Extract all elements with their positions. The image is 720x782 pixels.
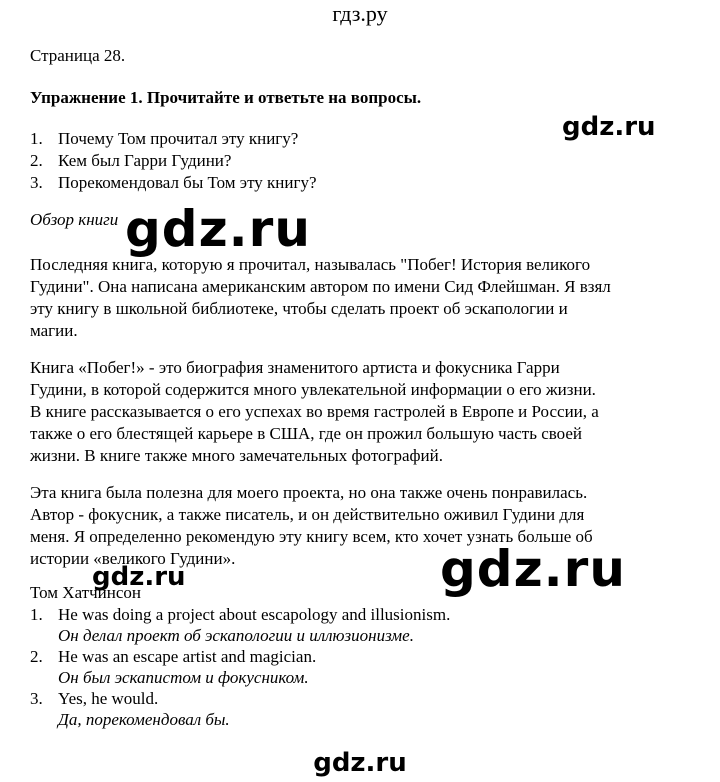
answer-item xyxy=(30,604,450,625)
answer-item xyxy=(30,688,450,709)
question-text: Кем был Гарри Гудини? xyxy=(58,151,232,170)
question-item xyxy=(30,172,317,194)
text-line: Гудини". Она написана американским автором по имени Сид Флейшман. Я взял xyxy=(30,277,611,296)
answer-translation-row xyxy=(30,709,450,730)
text-line: также о его блестящей карьере в США, где он прожил большую часть своей xyxy=(30,424,583,443)
question-text: Порекомендовал бы Том эту книгу? xyxy=(58,173,317,192)
watermark: gdz.ru xyxy=(313,748,407,778)
text-line: магии. xyxy=(30,321,78,340)
question-text: Почему Том прочитал эту книгу? xyxy=(58,129,299,148)
text-line: Последняя книга, которую я прочитал, называлась "Побег! История великого xyxy=(30,255,591,274)
answer-item xyxy=(30,646,450,667)
review-paragraph-2 xyxy=(30,357,650,467)
page-label: Страница 28. xyxy=(30,46,126,65)
answer-russian: Он делал проект об эскапологии и иллюзионизме. xyxy=(58,626,414,645)
answer-english: He was an escape artist and magician. xyxy=(58,647,317,666)
answer-translation-row xyxy=(30,625,450,646)
text-line: жизни. В книге также много замечательных фотографий. xyxy=(30,446,444,465)
answer-english: He was doing a project about escapology and illusionism. xyxy=(58,605,451,624)
text-line: Эта книга была полезна для моего проекта, но она также очень понравилась. xyxy=(30,483,588,502)
watermark: gdz.ru xyxy=(440,540,626,598)
watermark: gdz.ru xyxy=(562,112,656,142)
questions-list xyxy=(30,128,317,194)
question-number: 1. xyxy=(30,129,43,148)
question-item xyxy=(30,128,317,150)
answer-number: 1. xyxy=(30,605,43,624)
answer-russian: Он был эскапистом и фокусником. xyxy=(58,668,309,687)
text-line: эту книгу в школьной библиотеке, чтобы сделать проект об эскапологии и xyxy=(30,299,568,318)
watermark: gdz.ru xyxy=(92,562,186,592)
text-line: Автор - фокусник, а также писатель, и он действительно оживил Гудини для xyxy=(30,505,585,524)
answer-translation-row xyxy=(30,667,450,688)
answer-russian: Да, порекомендовал бы. xyxy=(58,710,230,729)
question-number: 3. xyxy=(30,173,43,192)
text-line: Книга «Побег!» - это биография знаменитого артиста и фокусника Гарри xyxy=(30,358,560,377)
answer-number: 2. xyxy=(30,647,43,666)
review-paragraph-1 xyxy=(30,254,650,342)
question-number: 2. xyxy=(30,151,43,170)
answer-english: Yes, he would. xyxy=(58,689,159,708)
answers-list xyxy=(30,604,450,730)
text-line: меня. Я определенно рекомендую эту книгу всем, кто хочет узнать больше об xyxy=(30,527,593,546)
text-line: истории «великого Гудини». xyxy=(30,549,236,568)
review-author: Том Хатчинсон xyxy=(30,583,141,602)
site-header: гдз.ру xyxy=(332,1,388,26)
answer-number: 3. xyxy=(30,689,43,708)
review-title: Обзор книги xyxy=(30,210,119,229)
text-line: В книге рассказывается о его успехах во время гастролей в Европе и России, а xyxy=(30,402,599,421)
text-line: Гудини, в которой содержится много увлекательной информации о его жизни. xyxy=(30,380,596,399)
question-item xyxy=(30,150,317,172)
exercise-title: Упражнение 1. Прочитайте и ответьте на вопросы. xyxy=(30,88,422,107)
watermark: gdz.ru xyxy=(125,200,311,258)
